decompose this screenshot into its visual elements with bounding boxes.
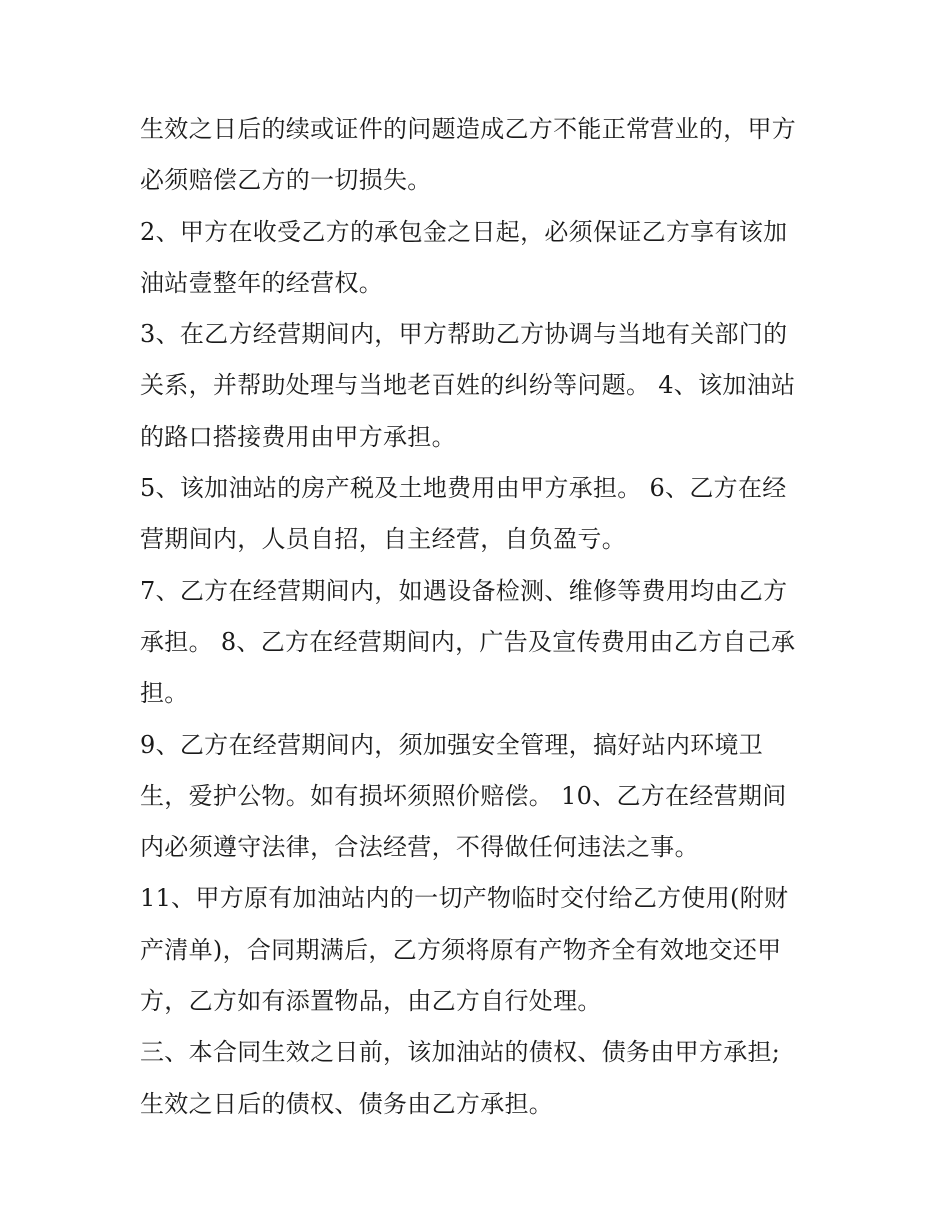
text-line: 9、乙方在经营期间内，须加强安全管理，搞好站内环境卫 bbox=[140, 730, 764, 759]
text-line: 生效之日后的续或证件的问题造成乙方不能正常营业的，甲方 bbox=[140, 115, 797, 143]
text-line: 7、乙方在经营期间内，如遇设备检测、维修等费用均由乙方 bbox=[140, 576, 788, 605]
text-line: 产清单)，合同期满后，乙方须将原有产物齐全有效地交还甲 bbox=[140, 935, 782, 964]
document-body bbox=[140, 104, 820, 1130]
text-line: 三、本合同生效之日前，该加油站的债权、债务由甲方承担; bbox=[140, 1038, 781, 1067]
text-line: 内必须遵守法律，合法经营，不得做任何违法之事。 bbox=[140, 833, 699, 862]
text-line: 必须赔偿乙方的一切损失。 bbox=[140, 166, 432, 195]
text-line: 营期间内，人员自招，自主经营，自负盈亏。 bbox=[140, 525, 626, 554]
text-line: 承担。 8、乙方在经营期间内，广告及宣传费用由乙方自己承 bbox=[140, 627, 796, 656]
text-line: 11、甲方原有加油站内的一切产物临时交付给乙方使用(附财 bbox=[140, 884, 789, 913]
text-line: 关系，并帮助处理与当地老百姓的纠纷等问题。 4、该加油站 bbox=[140, 371, 796, 400]
text-line: 5、该加油站的房产税及土地费用由甲方承担。 6、乙方在经 bbox=[140, 474, 787, 503]
text-line: 方，乙方如有添置物品，由乙方自行处理。 bbox=[140, 987, 602, 1016]
text-line: 的路口搭接费用由甲方承担。 bbox=[140, 422, 456, 451]
text-line: 3、在乙方经营期间内，甲方帮助乙方协调与当地有关部门的 bbox=[140, 320, 788, 349]
text-line: 油站壹整年的经营权。 bbox=[140, 268, 383, 297]
text-line: 担。 bbox=[140, 679, 189, 708]
text-line: 生效之日后的债权、债务由乙方承担。 bbox=[140, 1089, 554, 1118]
text-line: 2、甲方在收受乙方的承包金之日起，必须保证乙方享有该加 bbox=[140, 217, 788, 246]
text-line: 生，爱护公物。如有损坏须照价赔偿。 10、乙方在经营期间 bbox=[140, 781, 787, 810]
